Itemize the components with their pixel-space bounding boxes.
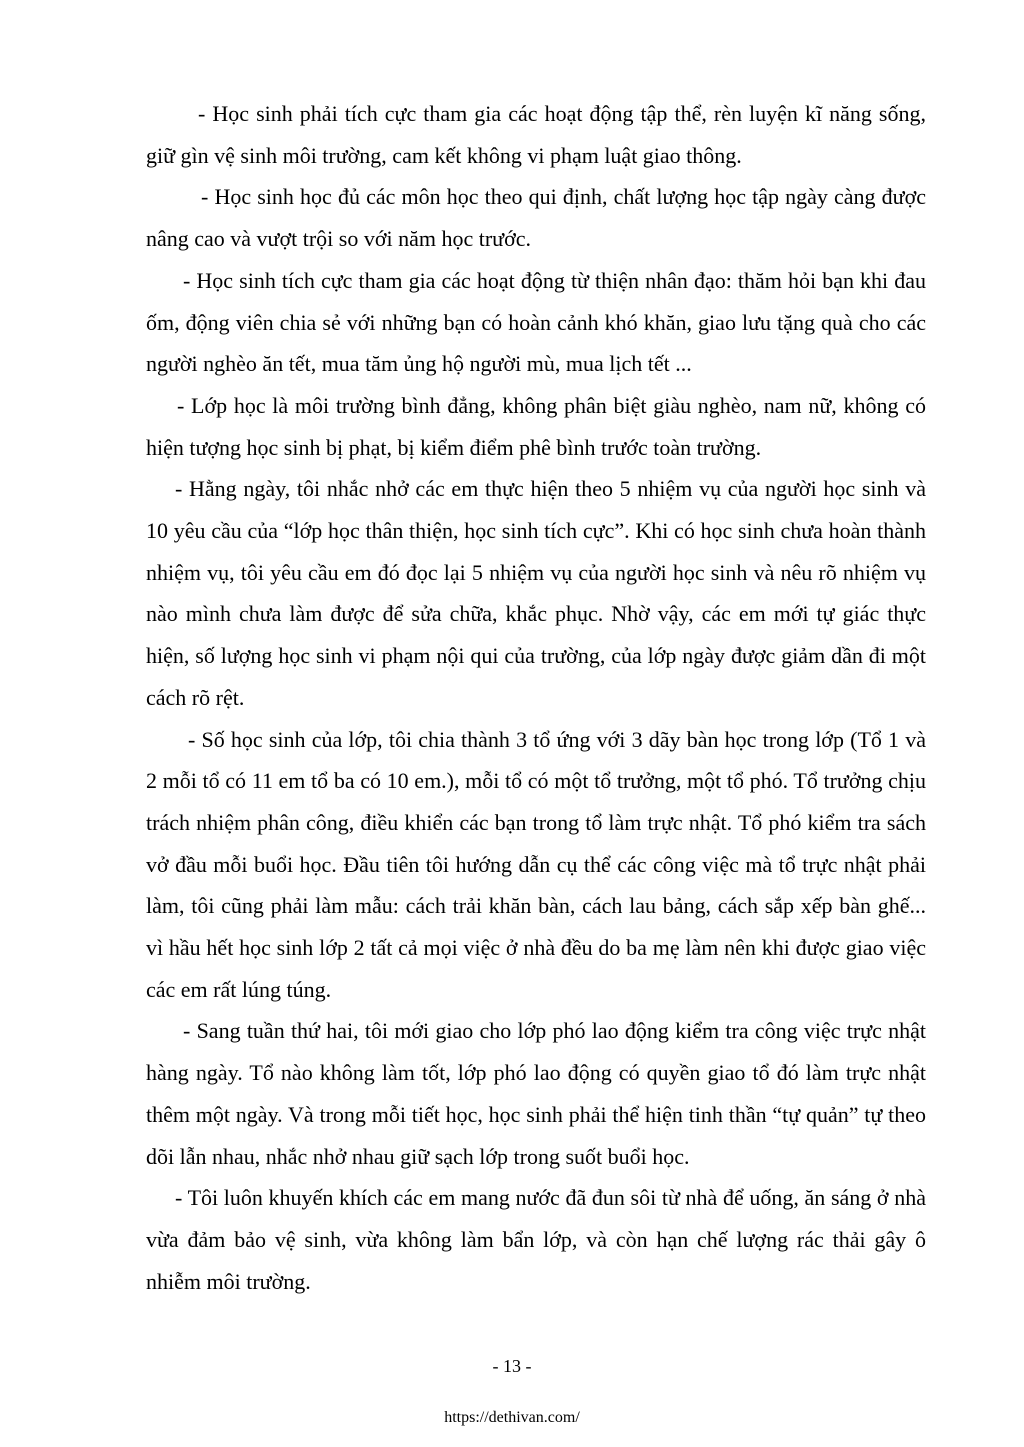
document-body [146,93,926,1302]
paragraph: - Học sinh tích cực tham gia các hoạt động từ thiện nhân đạo: thăm hỏi bạn khi đau ốm, động viên chia sẻ với những bạn có hoàn cảnh khó khăn, giao lưu tặng quà cho các người nghèo ăn tết, mua tăm ủng hộ người mù, mua lịch tết ... [146,267,926,377]
paragraph: - Học sinh phải tích cực tham gia các hoạt động tập thể, rèn luyện kĩ năng sống, giữ gìn vệ sinh môi trường, cam kết không vi phạm luật giao thông. [146,101,926,168]
page-number: - 13 - [492,1356,532,1376]
paragraph: - Lớp học là môi trường bình đẳng, không phân biệt giàu nghèo, nam nữ, không có hiện tượng học sinh bị phạt, bị kiểm điểm phê bình trước toàn trường. [146,392,926,460]
paragraph: - Sang tuần thứ hai, tôi mới giao cho lớp phó lao động kiểm tra công việc trực nhật hàng ngày. Tổ nào không làm tốt, lớp phó lao động có quyền giao tổ đó làm trực nhật thêm một ngày. Và trong mỗi tiết học, học sinh phải thể hiện tinh thần “tự quản” tự theo dõi lẫn nhau, nhắc nhở nhau giữ sạch lớp trong suốt buổi học. [146,1018,926,1169]
paragraph: - Số học sinh của lớp, tôi chia thành 3 tổ ứng với 3 dãy bàn học trong lớp (Tổ 1 và 2 mỗi tổ có 11 em tổ ba có 10 em.), mỗi tổ có một tổ trưởng, một tổ phó. Tổ trưởng chịu trách nhiệm phân công, điều khiển các bạn trong tổ làm trực nhật. Tổ phó kiểm tra sách vở đầu mỗi buổi học. Đầu tiên tôi hướng dẫn cụ thể các công việc mà tổ trực nhật phải làm, tôi cũng phải làm mẫu: cách trải khăn bàn, cách lau bảng, cách sắp xếp bàn ghế... vì hầu hết học sinh lớp 2 tất cả mọi việc ở nhà đều do ba mẹ làm nên khi được giao việc các em rất lúng túng. [146,726,926,1002]
paragraph: - Học sinh học đủ các môn học theo qui định, chất lượng học tập ngày càng được nâng cao và vượt trội so với năm học trước. [146,184,926,252]
paragraph: - Tôi luôn khuyến khích các em mang nước đã đun sôi từ nhà để uống, ăn sáng ở nhà vừa đảm bảo vệ sinh, vừa không làm bẩn lớp, và còn hạn chế lượng rác thải gây ô nhiễm môi trường. [146,1185,926,1294]
paragraph: - Hằng ngày, tôi nhắc nhở các em thực hiện theo 5 nhiệm vụ của người học sinh và 10 yêu cầu của “lớp học thân thiện, học sinh tích cực”. Khi có học sinh chưa hoàn thành nhiệm vụ, tôi yêu cầu em đó đọc lại 5 nhiệm vụ của người học sinh và nêu rõ nhiệm vụ nào mình chưa làm được để sửa chữa, khắc phục. Nhờ vậy, các em mới tự giác thực hiện, số lượng học sinh vi phạm nội qui của trường, của lớp ngày được giảm dần đi một cách rõ rệt. [146,476,926,710]
footer-url: https://dethivan.com/ [444,1409,580,1426]
